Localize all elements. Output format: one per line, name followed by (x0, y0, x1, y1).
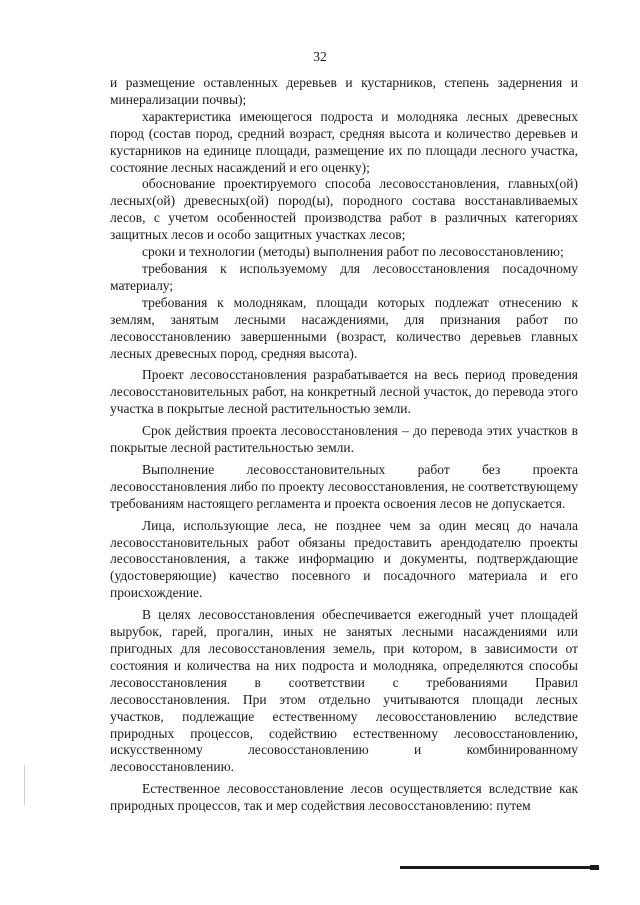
page-number: 32 (313, 49, 327, 64)
paragraph-continuation: и размещение оставленных деревьев и кустарников, степень задернения и минерализации почвы); (110, 75, 578, 107)
paragraph-natural-reforestation: Естественное лесовосстановление лесов осуществляется вследствие как природных процессов, так и мер содействия лесовосстановлению: путем (110, 781, 578, 814)
paragraph-method-justification: обоснование проектируемого способа лесовосстановления, главных(ой) лесных(ой) древесных(ой) пород(ы), породного состава восстанавливаемых лесов, с учетом особенностей производства работ в различных категориях защитных лесов и особо защитных участках лесов; (110, 176, 578, 243)
paragraph-project-validity: Срок действия проекта лесовосстановления – до перевода этих участков в покрытые лесной растительностью земли. (110, 423, 578, 456)
paragraph-undergrowth-characteristics: характеристика имеющегося подроста и молодняка лесных древесных пород (состав пород, средний возраст, средняя высота и количество деревьев и кустарников на единице площади, размещение их по площади лесного участка, состояние лесных насаждений и его оценку); (110, 108, 578, 175)
footer-rule-end (590, 865, 599, 870)
paragraph-project-development: Проект лесовосстановления разрабатывается на весь период проведения лесовосстановительных работ, на конкретный лесной участок, до перевода этого участка в покрытые лесной растительностью земли. (110, 367, 578, 417)
paragraph-works-without-project: Выполнение лесовосстановительных работ без проекта лесовосстановления либо по проекту лесовосстановления, не соответствующему требованиям настоящего регламента и проекта освоения лесов не допускается. (110, 461, 578, 511)
scan-margin-mark (24, 765, 25, 805)
paragraph-forest-users-obligations: Лица, использующие леса, не позднее чем за один месяц до начала лесовосстановительных работ обязаны предоставить арендодателю проекты лесовосстановления, а также информацию и документы, подтверждающие (удостоверяющие) качество посевного и посадочного материала и его происхождение. (110, 517, 578, 601)
paragraph-young-stand-requirements: требования к молоднякам, площади которых подлежат отнесению к землям, занятым лесными насаждениями, для признания работ по лесовосстановлению завершенными (возраст, количество деревьев главных лесных древесных пород, средняя высота). (110, 294, 578, 361)
paragraph-annual-accounting: В целях лесовосстановления обеспечивается ежегодный учет площадей вырубок, гарей, прогалин, иных не занятых лесными насаждениями или пригодных для лесовосстановления земель, при котором, в зависимости от состояния и количества на них подроста и молодняка, определяются способы лесовосстановления в соответствии с требованиями Правил лесовосстановления. При этом отдельно учитываются площади лесных участков, подлежащие естественному лесовосстановлению вследствие природных процессов, содействию естественному лесовосстановлению, искусственному лесовосстановлению и комбинированному лесовосстановлению. (110, 607, 578, 775)
document-body (110, 75, 578, 815)
paragraph-terms-and-technologies: сроки и технологии (методы) выполнения работ по лесовосстановлению; (142, 244, 564, 260)
paragraph-planting-material-requirements: требования к используемому для лесовосстановления посадочному материалу; (110, 260, 578, 293)
footer-rule (400, 866, 598, 869)
